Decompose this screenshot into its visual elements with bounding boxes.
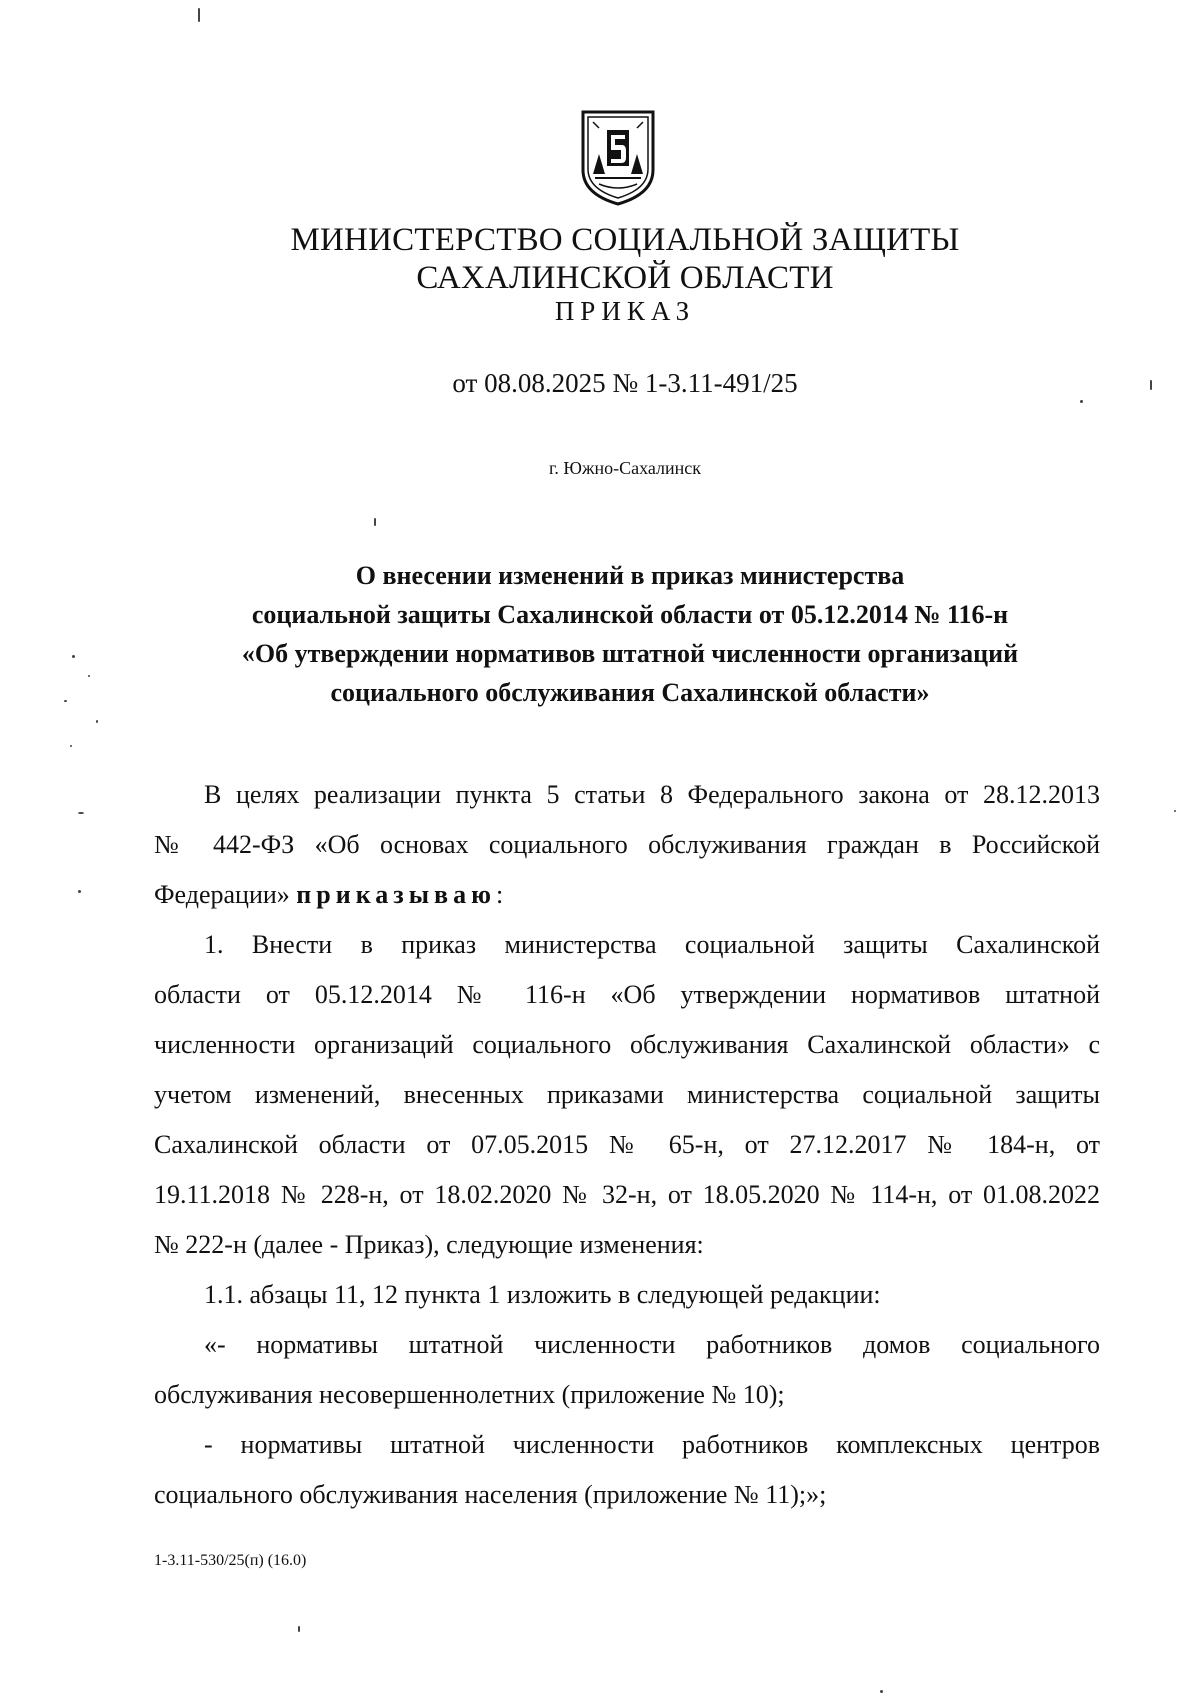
document-title [160, 556, 1100, 712]
order-keyword: приказываю [296, 880, 496, 909]
paragraph-item-1 [154, 920, 1100, 1270]
city-label: г. Южно-Сахалинск [548, 458, 702, 478]
text-line: социального обслуживания населения (приложение № 11);»; [154, 1480, 827, 1509]
text-span: : [495, 880, 504, 909]
text-line: № 442-ФЗ «Об основах социального обслуживания граждан в Российской [154, 830, 1100, 859]
text-line: области от 05.12.2014 № 116-н «Об утверждении нормативов штатной [154, 980, 1100, 1009]
text-line: В целях реализации пункта 5 статьи 8 Федерального закона от 28.12.2013 [204, 780, 1100, 809]
sakhalin-coat-of-arms-icon [577, 108, 659, 208]
order-date-number: от 08.08.2025 № 1-3.11-491/25 [452, 368, 798, 398]
title-line: социального обслуживания Сахалинской области» [330, 678, 930, 707]
text-line: 1.1. абзацы 11, 12 пункта 1 изложить в следующей редакции: [204, 1280, 881, 1309]
document-type: ПРИКАЗ [554, 296, 696, 326]
document-code: 1-3.11-530/25(п) (16.0) [154, 1552, 307, 1569]
title-line: О внесении изменений в приказ министерства [355, 561, 905, 590]
paragraph-quote-2 [154, 1420, 1100, 1520]
text-line: 19.11.2018 № 228-н, от 18.02.2020 № 32-н, от 18.05.2020 № 114-н, от 01.08.2022 [154, 1180, 1100, 1209]
title-line: «Об утверждении нормативов штатной численности организаций [241, 639, 1019, 668]
text-line: обслуживания несовершеннолетних (приложение № 10); [154, 1380, 785, 1409]
paragraph-preamble [154, 770, 1100, 920]
text-line: № 222-н (далее - Приказ), следующие изменения: [154, 1230, 704, 1259]
text-line: учетом изменений, внесенных приказами министерства социальной защиты [154, 1080, 1100, 1109]
paragraph-item-1-1 [154, 1270, 1100, 1320]
text-line [154, 870, 1100, 920]
text-line: Сахалинской области от 07.05.2015 № 65-н, от 27.12.2017 № 184-н, от [154, 1130, 1100, 1159]
text-line: «- нормативы штатной численности работников домов социального [204, 1330, 1100, 1359]
title-line: социальной защиты Сахалинской области от 05.12.2014 № 116-н [251, 600, 1009, 629]
ministry-name-line1: МИНИСТЕРСТВО СОЦИАЛЬНОЙ ЗАЩИТЫ [290, 222, 960, 258]
text-line: численности организаций социального обслуживания Сахалинской области» с [154, 1030, 1100, 1059]
paragraph-quote-1 [154, 1320, 1100, 1420]
text-line: 1. Внести в приказ министерства социальной защиты Сахалинской [204, 930, 1100, 959]
text-line: - нормативы штатной численности работников комплексных центров [204, 1430, 1100, 1459]
ministry-name-line2: САХАЛИНСКОЙ ОБЛАСТИ [416, 260, 834, 296]
text-span: Федерации» [154, 880, 290, 909]
